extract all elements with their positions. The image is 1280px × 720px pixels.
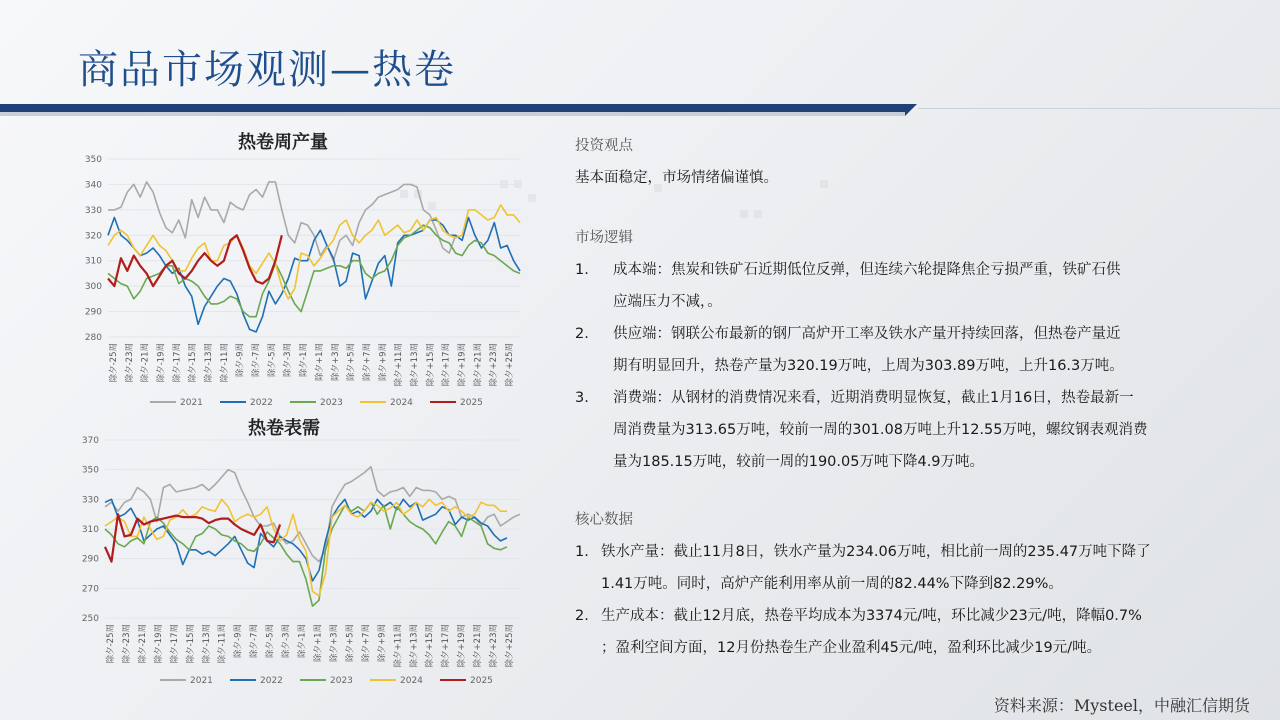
item-line: 1.41万吨。同时，高炉产能利用率从前一周的82.44%下降到82.29%。 — [601, 576, 1063, 592]
legend-label-2022: 2022 — [250, 398, 273, 408]
item-number: 3. — [575, 390, 589, 406]
item-line: 供应端：钢联公布最新的钢厂高炉开工率及铁水产量开持续回落，但热卷产量近 — [613, 326, 1121, 342]
x-tick-label: 除夕-5周 — [265, 624, 276, 658]
x-tick-label: 除夕-15周 — [185, 624, 196, 664]
core-item-1 — [575, 536, 1255, 600]
x-tick-label: 除夕-11周 — [219, 343, 230, 383]
y-tick-label: 300 — [84, 282, 102, 293]
item-line: 消费端：从钢材的消费情况来看，近期消费明显恢复，截止1月16日，热卷最新一 — [613, 390, 1134, 406]
series-line-2021 — [108, 182, 456, 261]
x-tick-label: 除夕+9周 — [377, 624, 388, 663]
y-tick-label: 310 — [81, 525, 99, 535]
series-line-2021 — [105, 467, 520, 562]
x-tick-label: 除夕-13周 — [201, 624, 212, 664]
x-tick-label: 除夕-21周 — [140, 343, 151, 383]
x-tick-label: 除夕+17周 — [441, 343, 452, 387]
x-tick-label: 除夕-9周 — [235, 343, 246, 377]
x-tick-label: 除夕-23周 — [121, 624, 132, 664]
y-tick-label: 270 — [81, 584, 99, 595]
chart-plot — [70, 410, 530, 695]
x-tick-label: 除夕-5周 — [267, 343, 278, 377]
y-tick-label: 320 — [84, 231, 102, 242]
legend-label-2025: 2025 — [460, 398, 483, 408]
x-tick-label: 除夕+9周 — [378, 343, 389, 382]
legend-label-2023: 2023 — [330, 676, 353, 686]
x-tick-label: 除夕-17周 — [169, 624, 180, 664]
y-tick-label: 350 — [84, 155, 102, 165]
x-tick-label: 除夕-3周 — [283, 343, 294, 377]
y-tick-label: 330 — [81, 495, 99, 506]
item-number: 2. — [575, 608, 589, 624]
x-tick-label: 除夕+21周 — [473, 624, 484, 668]
x-tick-label: 除夕+15周 — [425, 343, 436, 387]
commentary-panel — [575, 130, 1255, 664]
series-line-2025 — [105, 514, 280, 561]
x-tick-label: 除夕+19周 — [457, 343, 468, 387]
legend-label-2022: 2022 — [260, 676, 283, 686]
legend-label-2021: 2021 — [190, 676, 213, 686]
x-tick-label: 除夕+7周 — [362, 343, 373, 382]
x-tick-label: 除夕-23周 — [124, 343, 135, 383]
chart-apparent-demand — [70, 410, 530, 695]
y-tick-label: 290 — [84, 307, 102, 318]
header-rule — [918, 108, 1280, 109]
x-tick-label: 除夕+15周 — [425, 624, 436, 668]
x-tick-label: 除夕+13周 — [410, 343, 420, 387]
title-underline-bar — [0, 104, 905, 112]
chart-title: 热卷表需 — [248, 418, 320, 439]
source-note: 资料来源：Mysteel，中融汇信期货 — [993, 696, 1250, 715]
page-title: 商品市场观测—热卷 — [78, 47, 456, 93]
x-tick-label: 除夕+1周 — [313, 624, 324, 663]
x-tick-label: 除夕+5周 — [345, 624, 356, 663]
logic-item-1 — [575, 254, 1255, 318]
x-tick-label: 除夕-7周 — [249, 624, 260, 658]
y-tick-label: 250 — [81, 614, 99, 624]
chart-title: 热卷周产量 — [238, 132, 328, 153]
item-number: 1. — [575, 544, 589, 560]
chart-weekly-production — [70, 122, 530, 412]
y-tick-label: 290 — [81, 554, 99, 565]
x-tick-label: 除夕-13周 — [204, 343, 214, 383]
title-underline-tip — [905, 104, 917, 116]
item-number: 2. — [575, 326, 589, 342]
chart-plot — [70, 122, 530, 412]
x-tick-label: 除夕+23周 — [489, 343, 500, 387]
logic-item-3 — [575, 382, 1255, 478]
x-tick-label: 除夕+3周 — [330, 343, 341, 382]
x-tick-label: 除夕+13周 — [409, 624, 420, 668]
y-tick-label: 370 — [81, 436, 99, 446]
x-tick-label: 除夕+3周 — [329, 624, 340, 663]
item-line: 期有明显回升，热卷产量为320.19万吨，上周为303.89万吨，上升16.3万吨。 — [613, 358, 1124, 374]
legend-label-2024: 2024 — [400, 676, 423, 686]
item-number: 1. — [575, 262, 589, 278]
legend-label-2025: 2025 — [470, 676, 493, 686]
item-line: 铁水产量：截止11月8日，铁水产量为234.06万吨，相比前一周的235.47万吨下降了 — [601, 544, 1151, 560]
x-tick-label: 除夕-7周 — [251, 343, 262, 377]
x-tick-label: 除夕-3周 — [281, 624, 292, 658]
x-tick-label: 除夕+5周 — [346, 343, 357, 382]
x-tick-label: 除夕+21周 — [473, 343, 484, 387]
series-line-2024 — [108, 205, 520, 299]
item-line: 成本端：焦炭和铁矿石近期低位反弹，但连续六轮提降焦企亏损严重，铁矿石供 — [613, 262, 1121, 278]
item-line: 应端压力不减，。 — [613, 294, 722, 310]
y-tick-label: 310 — [84, 256, 102, 267]
x-tick-label: 除夕-9周 — [233, 624, 244, 658]
legend-label-2024: 2024 — [390, 398, 413, 408]
x-tick-label: 除夕+11周 — [393, 624, 404, 668]
x-tick-label: 除夕+25周 — [505, 624, 516, 668]
y-tick-label: 280 — [84, 333, 102, 343]
y-tick-label: 340 — [84, 180, 102, 191]
x-tick-label: 除夕-25周 — [105, 624, 116, 664]
x-tick-label: 除夕-19周 — [156, 343, 167, 383]
x-tick-label: 除夕+23周 — [489, 624, 500, 668]
item-line: 量为185.15万吨，较前一周的190.05万吨下降4.9万吨。 — [613, 454, 985, 470]
section-head-logic: 市场逻辑 — [575, 230, 633, 246]
legend-label-2021: 2021 — [180, 398, 203, 408]
item-line: 周消费量为313.65万吨，较前一周的301.08万吨上升12.55万吨，螺纹钢表观消费 — [613, 422, 1148, 438]
x-tick-label: 除夕+17周 — [441, 624, 452, 668]
x-tick-label: 除夕-15周 — [188, 343, 199, 383]
investment-view: 基本面稳定，市场情绪偏谨慎。 — [575, 170, 778, 186]
item-line: 生产成本：截止12月底，热卷平均成本为3374元/吨，环比减少23元/吨，降幅0.7% — [601, 608, 1142, 624]
x-tick-label: 除夕+25周 — [505, 343, 516, 387]
x-tick-label: 除夕-1周 — [299, 343, 310, 377]
title-underline-shadow — [0, 112, 905, 116]
y-tick-label: 350 — [81, 465, 99, 476]
item-line: ；盈利空间方面，12月份热卷生产企业盈利45元/吨，盈利环比减少19元/吨。 — [601, 640, 1102, 656]
logic-item-2 — [575, 318, 1255, 382]
x-tick-label: 除夕+1周 — [314, 343, 325, 382]
y-tick-label: 330 — [84, 205, 102, 216]
x-tick-label: 除夕-1周 — [297, 624, 308, 658]
section-head-core: 核心数据 — [575, 512, 633, 528]
x-tick-label: 除夕-11周 — [217, 624, 228, 664]
x-tick-label: 除夕+11周 — [394, 343, 405, 387]
x-tick-label: 除夕-21周 — [137, 624, 148, 664]
x-tick-label: 除夕+19周 — [457, 624, 468, 668]
x-tick-label: 除夕+7周 — [361, 624, 372, 663]
core-list — [575, 536, 1255, 664]
x-tick-label: 除夕-25周 — [108, 343, 119, 383]
x-tick-label: 除夕-19周 — [153, 624, 164, 664]
logic-list — [575, 254, 1255, 478]
legend-label-2023: 2023 — [320, 398, 343, 408]
section-head-investment: 投资观点 — [575, 138, 633, 154]
series-line-2022 — [105, 499, 507, 581]
core-item-2 — [575, 600, 1255, 664]
x-tick-label: 除夕-17周 — [172, 343, 183, 383]
